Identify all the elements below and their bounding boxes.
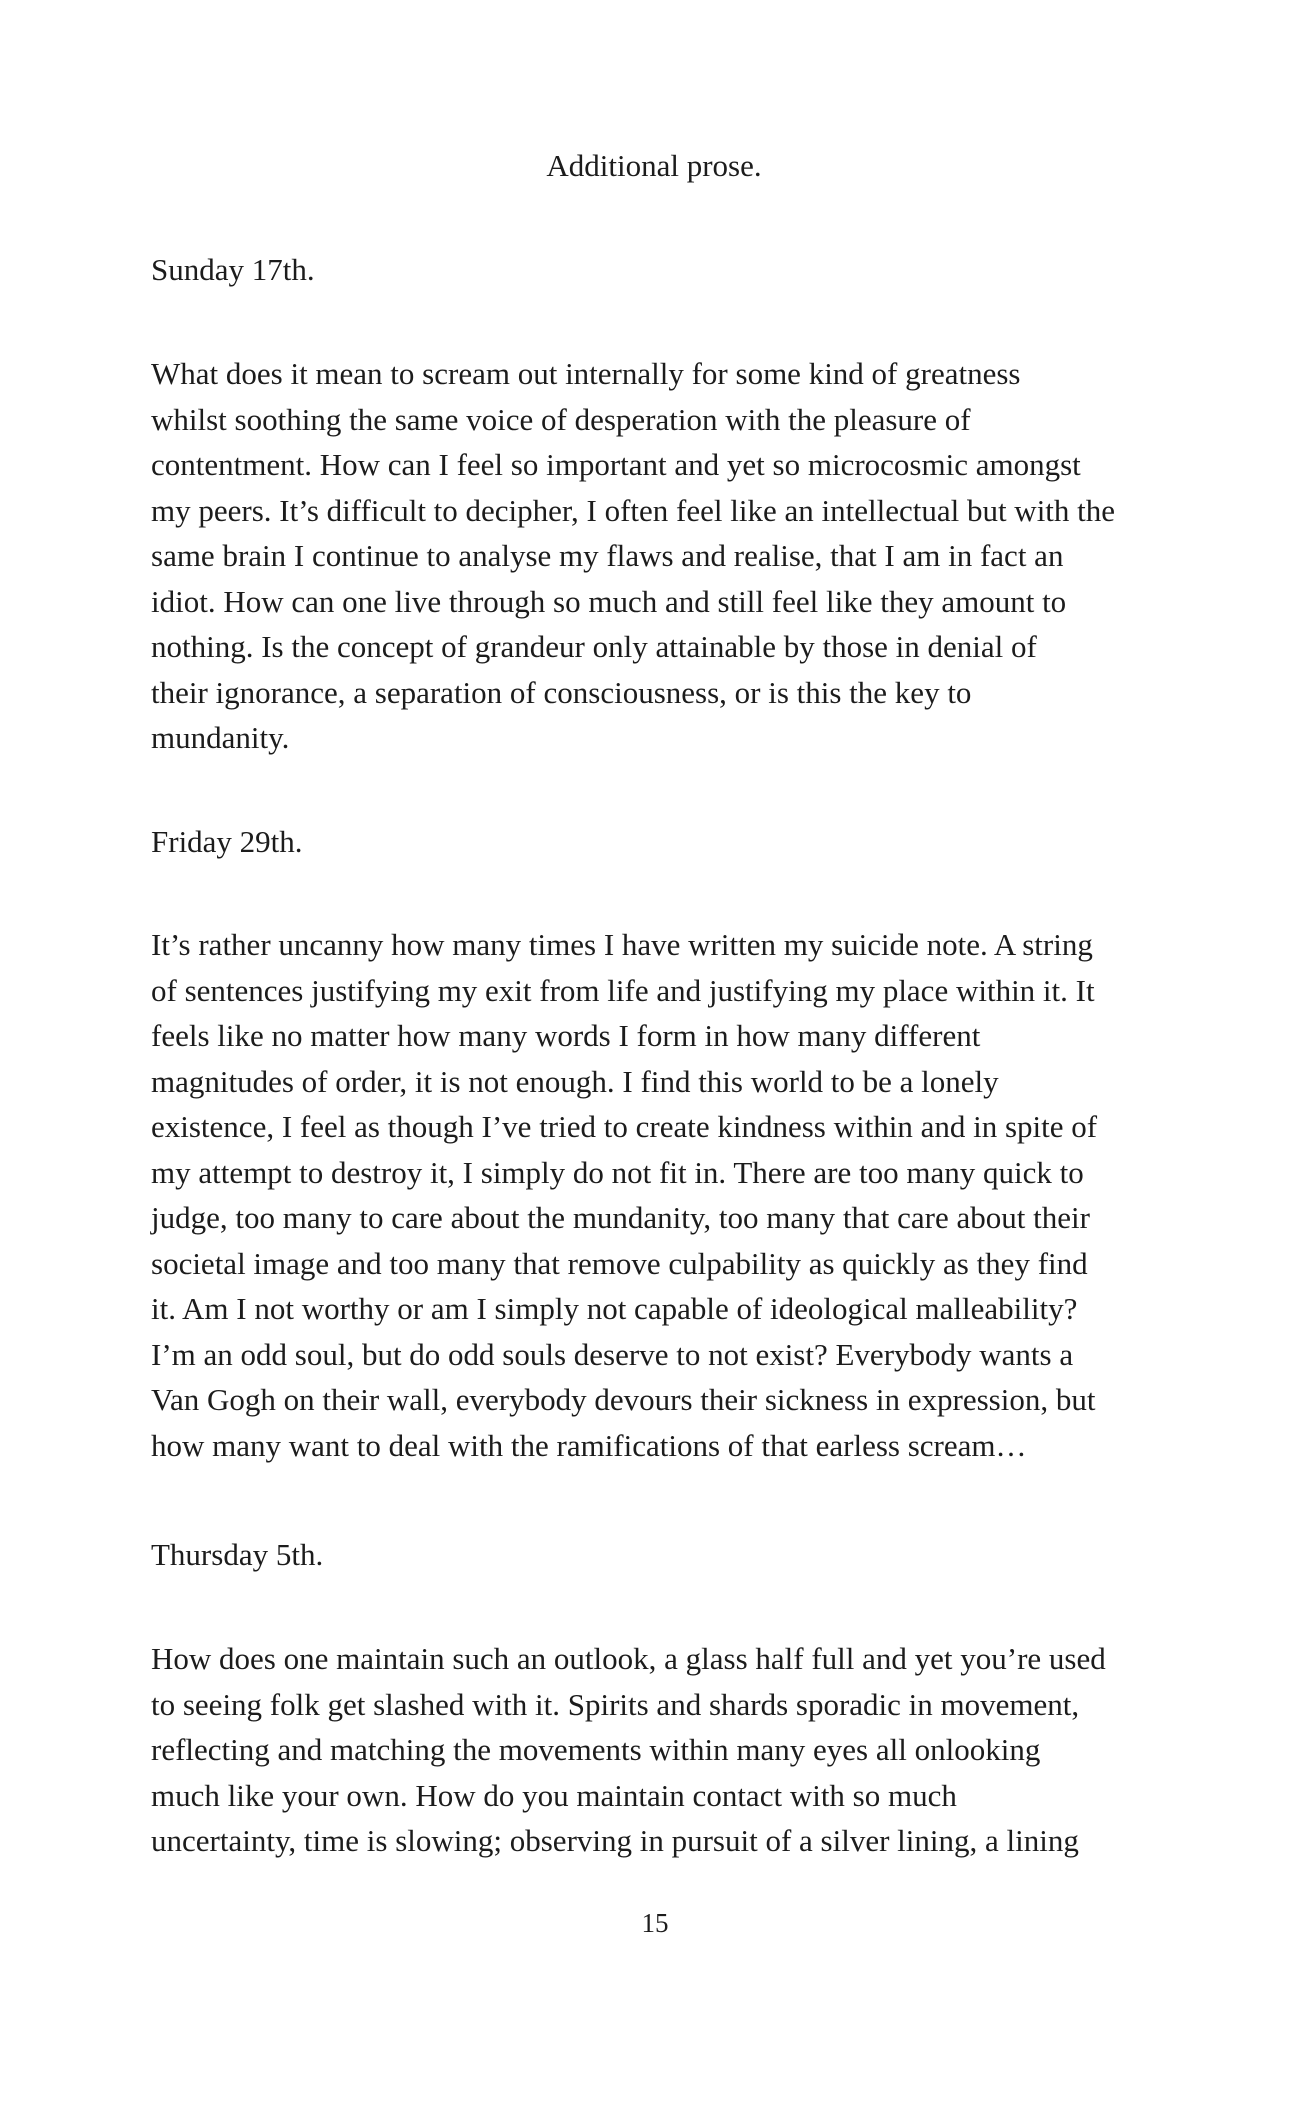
- page-number: 15: [641, 1908, 669, 1938]
- text-line: their ignorance, a separation of consciousness, or is this the key to: [151, 674, 972, 710]
- text-line: nothing. Is the concept of grandeur only attainable by those in denial of: [151, 629, 1037, 664]
- text-line: mundanity.: [151, 720, 290, 755]
- text-line: Van Gogh on their wall, everybody devours their sickness in expression, but: [151, 1382, 1096, 1417]
- entry-body-sunday: [151, 351, 1161, 761]
- entry-body-friday: [151, 922, 1161, 1468]
- entry-date-friday: Friday 29th.: [151, 824, 303, 859]
- text-line: I’m an odd soul, but do odd souls deserve to not exist? Everybody wants a: [151, 1336, 1074, 1372]
- text-line: my attempt to destroy it, I simply do not fit in. There are too many quick to: [151, 1154, 1084, 1190]
- text-line: reflecting and matching the movements within many eyes all onlooking: [151, 1732, 1041, 1767]
- text-line: it. Am I not worthy or am I simply not capable of ideological malleability?: [151, 1291, 1078, 1326]
- entry-body-thursday: [151, 1636, 1161, 1864]
- text-line: uncertainty, time is slowing; observing in pursuit of a silver lining, a lining: [151, 1823, 1079, 1858]
- text-line: same brain I continue to analyse my flaws and realise, that I am in fact an: [151, 538, 1064, 573]
- text-line: to seeing folk get slashed with it. Spirits and shards sporadic in movement,: [151, 1686, 1080, 1722]
- text-line: idiot. How can one live through so much and still feel like they amount to: [151, 583, 1067, 619]
- entry-date-sunday: Sunday 17th.: [151, 252, 315, 287]
- entry-date-thursday: Thursday 5th.: [151, 1537, 324, 1572]
- text-line: contentment. How can I feel so important and yet so microcosmic amongst: [151, 447, 1081, 482]
- text-line: It’s rather uncanny how many times I have written my suicide note. A string: [151, 927, 1093, 962]
- text-line: of sentences justifying my exit from life and justifying my place within it. It: [151, 972, 1095, 1008]
- text-line: my peers. It’s difficult to decipher, I often feel like an intellectual but with the: [151, 492, 1116, 528]
- text-line: much like your own. How do you maintain contact with so much: [151, 1777, 957, 1813]
- text-line: magnitudes of order, it is not enough. I find this world to be a lonely: [151, 1063, 999, 1099]
- text-line: What does it mean to scream out internally for some kind of greatness: [151, 356, 1021, 391]
- text-line: how many want to deal with the ramifications of that earless scream…: [151, 1427, 1027, 1463]
- text-line: How does one maintain such an outlook, a glass half full and yet you’re used: [151, 1641, 1106, 1676]
- text-line: societal image and too many that remove culpability as quickly as they find: [151, 1245, 1088, 1281]
- text-line: whilst soothing the same voice of desperation with the pleasure of: [151, 401, 971, 437]
- text-line: existence, I feel as though I’ve tried to create kindness within and in spite of: [151, 1109, 1098, 1144]
- text-line: judge, too many to care about the mundanity, too many that care about their: [151, 1200, 1090, 1235]
- page-title: Additional prose.: [546, 148, 762, 183]
- text-line: feels like no matter how many words I form in how many different: [151, 1018, 981, 1053]
